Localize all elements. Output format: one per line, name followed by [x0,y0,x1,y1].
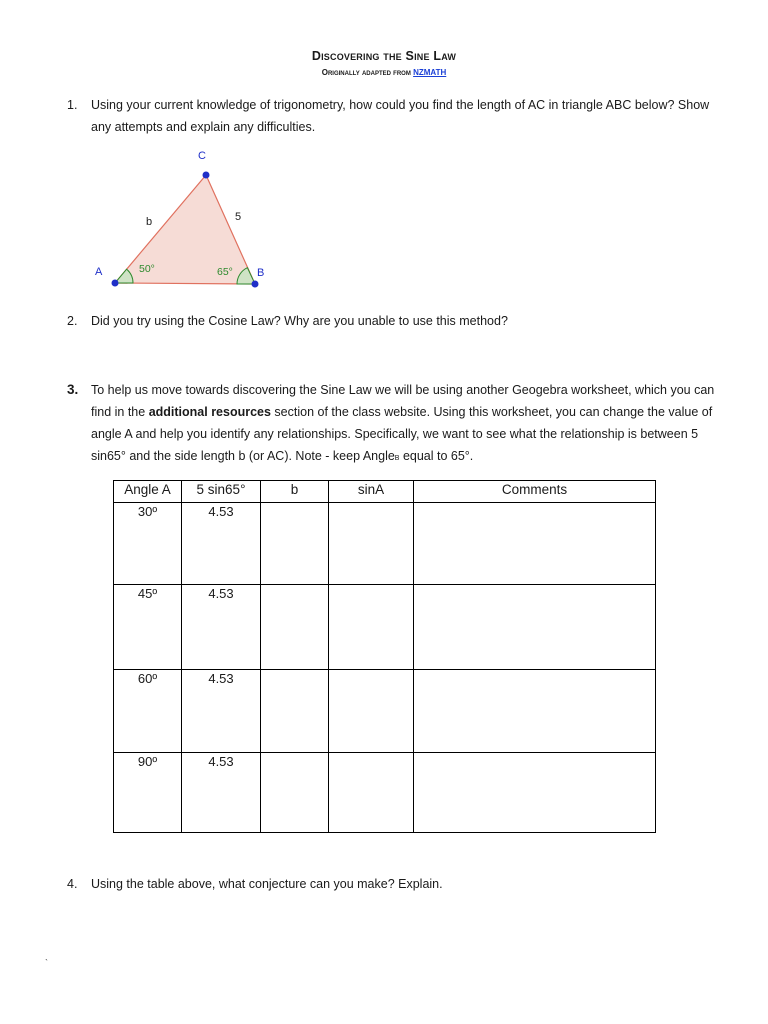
table-row [114,753,656,833]
cell-comments[interactable] [414,585,656,670]
table-row [114,503,656,585]
question-3-text [91,379,721,470]
question-3-text-a: To help us move towards discovering the Sine Law we will be using another Geogebra worksheet, which you can find in the [91,383,715,419]
cell-5sin65: 4.53 [182,753,261,833]
table-row [114,585,656,670]
cell-sina[interactable] [329,585,414,670]
cell-comments[interactable] [414,670,656,753]
nzmath-link[interactable]: NZMATH [413,68,447,77]
label-c: C [198,150,206,162]
question-4-number: 4. [67,877,78,891]
cell-b[interactable] [261,503,329,585]
header-b: b [261,481,329,503]
cell-5sin65: 4.53 [182,503,261,585]
cell-angle: 90º [114,753,182,833]
cell-angle: 45º [114,585,182,670]
side-a-label: 5 [235,211,242,223]
document-title: Discovering the Sine Law [311,49,457,63]
header-5sin65: 5 sin65° [182,481,261,503]
cell-sina[interactable] [329,753,414,833]
cell-5sin65: 4.53 [182,670,261,753]
cell-b[interactable] [261,753,329,833]
question-3-number: 3. [67,382,79,397]
stray-mark: ` [45,958,48,968]
angle-a-label: 50° [139,263,155,275]
angle-table [113,480,656,833]
table-header-row [114,481,656,503]
question-2-number: 2. [67,314,78,328]
point-a [112,280,119,287]
label-a: A [95,266,103,278]
angle-b-label: 65° [217,266,233,278]
cell-angle: 60º [114,670,182,753]
triangle-abc-diagram [85,140,285,300]
question-3-text-c: equal to 65°. [399,449,474,463]
point-c [203,172,210,179]
cell-b[interactable] [261,585,329,670]
cell-sina[interactable] [329,670,414,753]
cell-sina[interactable] [329,503,414,585]
point-b [252,281,259,288]
question-2-text: Did you try using the Cosine Law? Why are you unable to use this method? [91,314,508,328]
cell-angle: 30º [114,503,182,585]
question-4-text: Using the table above, what conjecture can you make? Explain. [91,877,443,891]
header-comments: Comments [414,481,656,503]
question-3-text-b: section of the class website. Using this worksheet, you can change the value of angle A and help you identify any relationships. Specifically, we want to see what the relationship is between 5 sin65° and the side length b (or AC). Note - keep Angle [91,405,713,463]
subtitle-prefix: Originally adapted from [321,68,411,77]
cell-comments[interactable] [414,753,656,833]
cell-5sin65: 4.53 [182,585,261,670]
document-subtitle [0,68,768,77]
table-row [114,670,656,753]
label-b: B [257,267,265,279]
angle-subscript: B [394,455,400,462]
header-sina: sinA [329,481,414,503]
triangle-fill [115,175,255,284]
additional-resources-text: additional resources [148,405,271,419]
question-1-text: Using your current knowledge of trigonometry, how could you find the length of AC in triangle ABC below? Show any attempts and explain any difficulties. [91,98,710,134]
header-angle-a: Angle A [114,481,182,503]
side-b-label: b [146,216,153,228]
cell-b[interactable] [261,670,329,753]
question-1-number: 1. [67,98,78,112]
cell-comments[interactable] [414,503,656,585]
